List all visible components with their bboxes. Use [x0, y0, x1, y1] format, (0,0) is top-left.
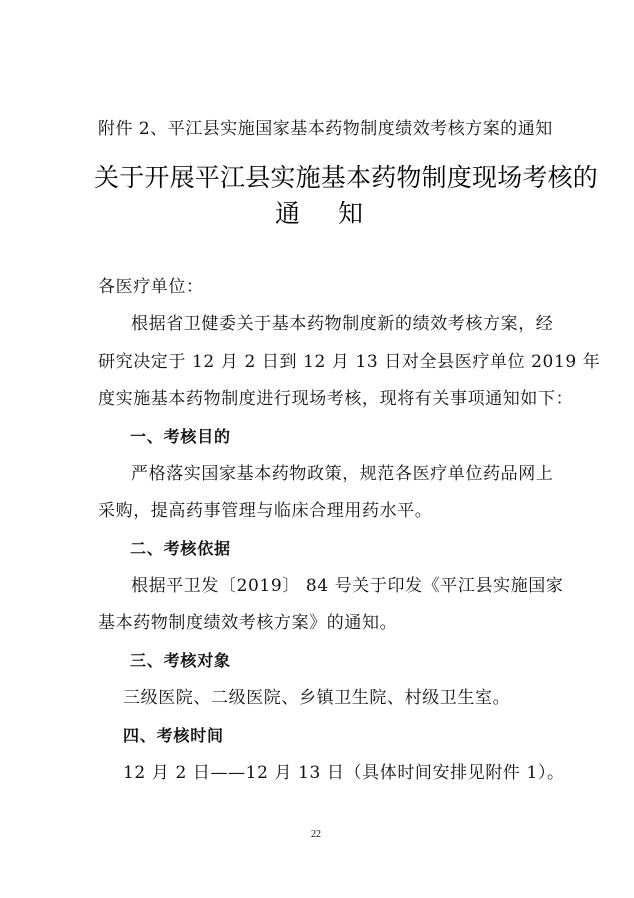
document-title-line-2 [275, 197, 363, 231]
intro-line-1: 根据省卫健委关于基本药物制度新的绩效考核方案，经 [131, 314, 554, 334]
section-basis-line-2: 基本药物制度绩效考核方案》的通知。 [98, 613, 398, 633]
section-heading-basis: 二、考核依据 [130, 539, 231, 558]
salutation: 各医疗单位： [98, 277, 204, 297]
intro-line-2: 研究决定于 12 月 2 日到 12 月 13 日对全县医疗单位 2019 年 [98, 352, 601, 372]
page-number: 22 [311, 829, 321, 840]
section-time-line-1: 12 月 2 日——12 月 13 日（具体时间安排见附件 1）。 [123, 763, 565, 783]
attachment-line: 附件 2、平江县实施国家基本药物制度绩效考核方案的通知 [98, 119, 553, 139]
title-char-zhi: 知 [338, 199, 364, 228]
section-basis-line-1: 根据平卫发〔2019〕 84 号关于印发《平江县实施国家 [131, 576, 564, 596]
section-heading-purpose: 一、考核目的 [130, 427, 231, 446]
section-purpose-line-2: 采购，提高药事管理与临床合理用药水平。 [98, 501, 433, 521]
section-heading-targets: 三、考核对象 [130, 651, 231, 670]
document-title-line-1: 关于开展平江县实施基本药物制度现场考核的 [94, 163, 599, 192]
title-char-tong: 通 [275, 199, 301, 228]
intro-line-3: 度实施基本药物制度进行现场考核，现将有关事项通知如下： [98, 389, 574, 409]
section-purpose-line-1: 严格落实国家基本药物政策，规范各医疗单位药品网上 [131, 464, 554, 484]
section-heading-time: 四、考核时间 [123, 726, 224, 745]
section-targets-line-1: 三级医院、二级医院、乡镇卫生院、村级卫生室。 [123, 688, 511, 708]
